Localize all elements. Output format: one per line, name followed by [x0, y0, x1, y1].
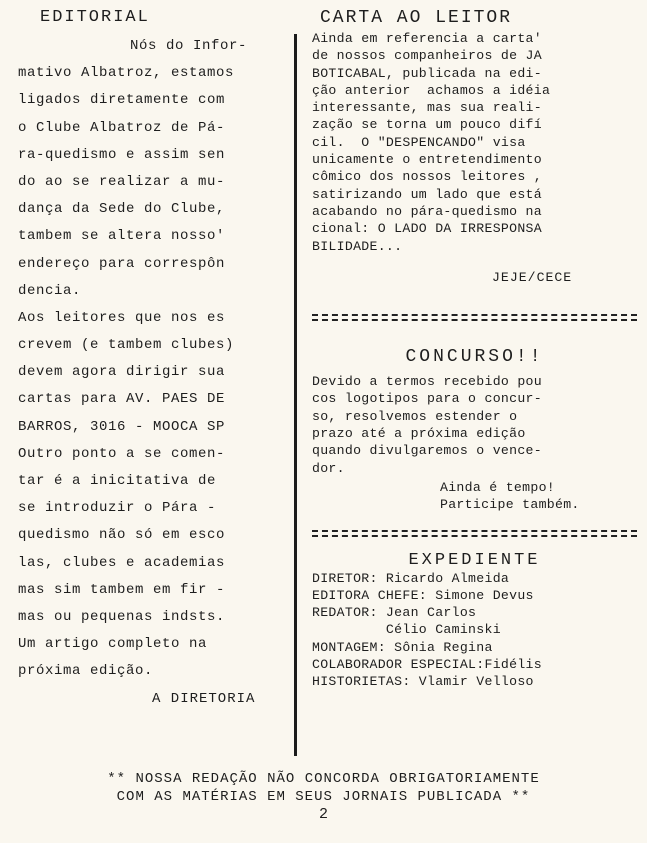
expediente-line: MONTAGEM: Sônia Regina — [312, 639, 493, 655]
carta-title: CARTA AO LEITOR — [320, 8, 513, 28]
editorial-line: dencia. — [18, 282, 82, 299]
concurso-line: cos logotipos para o concur- — [312, 391, 542, 407]
carta-signature: JEJE/CECE — [492, 269, 573, 285]
editorial-line: Outro ponto a se comen- — [18, 445, 226, 462]
editorial-line: las, clubes e academias — [18, 554, 226, 571]
editorial-body — [18, 33, 286, 713]
expediente-line: HISTORIETAS: Vlamir Velloso — [312, 674, 534, 690]
expediente-body — [312, 570, 637, 691]
editorial-line: BARROS, 3016 - MOOCA SP — [18, 418, 226, 435]
editorial-line: endereço para correspôn — [18, 255, 226, 272]
editorial-line: tar é a inicitativa de — [18, 473, 217, 489]
expediente-line: COLABORADOR ESPECIAL:Fidélis — [312, 657, 542, 673]
expediente-line: EDITORA CHEFE: Simone Devus — [312, 587, 534, 603]
carta-line: satirizando um lado que está — [312, 186, 542, 202]
concurso-line: quando divulgaremos o vence- — [312, 443, 542, 459]
editorial-line: Um artigo completo na — [18, 636, 208, 653]
carta-line: BILIDADE... — [312, 238, 403, 254]
carta-line: unicamente o entretendimento — [312, 152, 542, 168]
editorial-line: do ao se realizar a mu- — [18, 173, 226, 190]
editorial-line: mativo Albatroz, estamos — [18, 65, 235, 82]
editorial-title: EDITORIAL — [40, 8, 150, 27]
editorial-signature: A DIRETORIA — [152, 690, 256, 707]
editorial-line: tambem se altera nosso' — [18, 228, 226, 245]
column-divider — [294, 34, 297, 756]
carta-line: zação se torna um pouco difí — [312, 117, 542, 133]
editorial-line: Aos leitores que nos es — [18, 309, 226, 326]
carta-line: BOTICABAL, publicada na edi- — [312, 65, 542, 81]
carta-line: cil. O "DESPENCANDO" visa — [312, 134, 526, 150]
concurso-line: Devido a termos recebido pou — [312, 374, 542, 390]
concurso-title: CONCURSO!! — [405, 347, 544, 368]
footer-note — [0, 770, 647, 806]
footer-line-1: ** NOSSA REDAÇÃO NÃO CONCORDA OBRIGATORIAMENTE — [107, 771, 540, 787]
concurso-line: prazo até a próxima edição — [312, 426, 526, 442]
editorial-line: mas ou pequenas indsts. — [18, 608, 226, 625]
carta-line: de nossos companheiros de JA — [312, 48, 542, 64]
carta-line: cômico dos nossos leitores , — [312, 169, 542, 185]
expediente-line: Célio Caminski — [312, 622, 501, 638]
concurso-line: dor. — [312, 460, 345, 476]
carta-line: interessante, mas sua reali- — [312, 100, 542, 116]
editorial-column — [18, 8, 286, 713]
editorial-line: crevem (e tambem clubes) — [18, 337, 235, 354]
concurso-closing: Ainda é tempo! — [440, 479, 555, 495]
expediente-line: REDATOR: Jean Carlos — [312, 605, 477, 621]
editorial-line: cartas para AV. PAES DE — [18, 391, 226, 408]
concurso-closing: Participe também. — [440, 497, 580, 513]
carta-line: cional: O LADO DA IRRESPONSA — [312, 221, 542, 237]
editorial-line: mas sim tambem em fir - — [18, 581, 226, 598]
carta-line: acabando no pára-quedismo na — [312, 203, 542, 219]
right-column — [312, 8, 637, 691]
editorial-line: quedismo não só em esco — [18, 527, 226, 544]
editorial-line: devem agora dirigir sua — [18, 364, 226, 381]
expediente-title: EXPEDIENTE — [408, 550, 541, 570]
section-divider — [312, 530, 637, 537]
editorial-line: dança da Sede do Clube, — [18, 201, 226, 218]
editorial-line: se introduzir o Pára - — [18, 500, 217, 517]
editorial-line: ra-quedismo e assim sen — [18, 146, 226, 163]
editorial-line: o Clube Albatroz de Pá- — [18, 119, 226, 136]
editorial-line: Nós do Infor- — [130, 38, 248, 54]
carta-line: Ainda em referencia a carta' — [312, 31, 542, 46]
carta-body — [312, 30, 637, 286]
footer-line-2: COM AS MATÉRIAS EM SEUS JORNAIS PUBLICADA ** — [116, 789, 531, 805]
concurso-line: so, resolvemos estender o — [312, 408, 518, 424]
carta-line: ção anterior achamos a idéia — [312, 82, 551, 98]
page-number: 2 — [318, 806, 328, 823]
concurso-body — [312, 373, 637, 513]
expediente-line: DIRETOR: Ricardo Almeida — [312, 570, 510, 586]
section-divider — [312, 314, 637, 321]
editorial-line: ligados diretamente com — [18, 92, 226, 109]
editorial-line: próxima edição. — [18, 663, 154, 680]
